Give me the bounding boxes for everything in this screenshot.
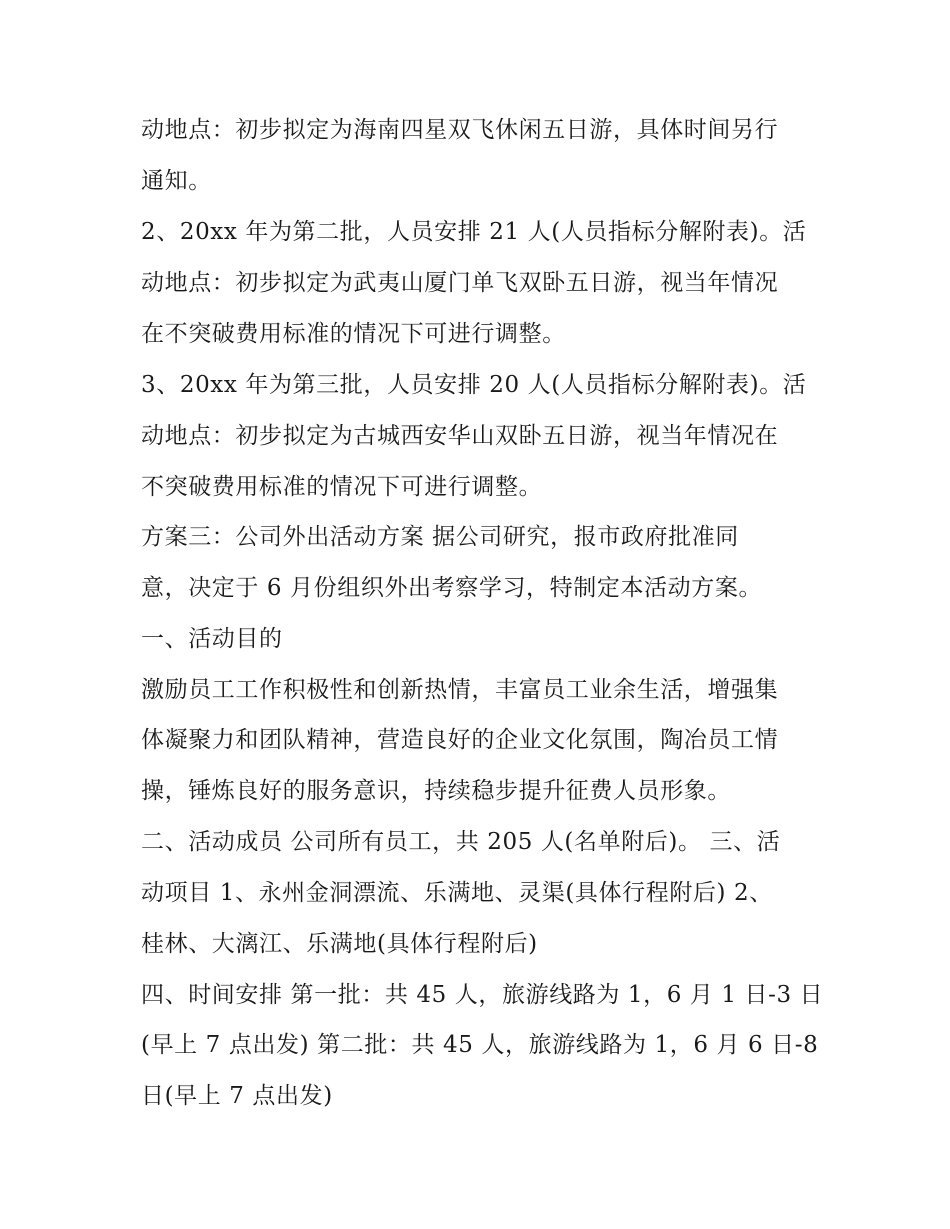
text-line: 意，决定于 6 月份组织外出考察学习，特制定本活动方案。 (141, 575, 763, 601)
text-line: 桂林、大漓江、乐满地(具体行程附后) (141, 931, 538, 957)
text-line: 动地点：初步拟定为古城西安华山双卧五日游，视当年情况在 (141, 423, 779, 449)
text-line: 二、活动成员 公司所有员工，共 205 人(名单附后)。 三、活 (141, 829, 781, 855)
text-line: 在不突破费用标准的情况下可进行调整。 (141, 321, 566, 347)
text-line: (早上 7 点出发) 第二批：共 45 人，旅游线路为 1，6 月 6 日-8 (141, 1032, 819, 1058)
text-line: 动地点：初步拟定为武夷山厦门单飞双卧五日游，视当年情况 (141, 270, 779, 296)
text-line: 动地点：初步拟定为海南四星双飞休闲五日游，具体时间另行 (141, 117, 779, 143)
text-line: 3、20xx 年为第三批，人员安排 20 人(人员指标分解附表)。活 (141, 372, 807, 398)
text-line: 体凝聚力和团队精神，营造良好的企业文化氛围，陶冶员工情 (141, 727, 779, 753)
text-line: 通知。 (141, 168, 212, 194)
text-line: 动项目 1、永州金洞漂流、乐满地、灵渠(具体行程附后) 2、 (141, 880, 773, 906)
text-line: 方案三：公司外出活动方案 据公司研究，报市政府批准同 (141, 524, 739, 550)
text-line: 激励员工工作积极性和创新热情，丰富员工业余生活，增强集 (141, 677, 779, 703)
text-line: 日(早上 7 点出发) (141, 1083, 333, 1109)
text-line: 2、20xx 年为第二批，人员安排 21 人(人员指标分解附表)。活 (141, 219, 807, 245)
section-heading: 一、活动目的 (141, 626, 283, 652)
text-line: 不突破费用标准的情况下可进行调整。 (141, 474, 543, 500)
text-line: 四、时间安排 第一批：共 45 人，旅游线路为 1，6 月 1 日-3 日 (141, 982, 824, 1008)
text-line: 操，锤炼良好的服务意识，持续稳步提升征费人员形象。 (141, 778, 731, 804)
